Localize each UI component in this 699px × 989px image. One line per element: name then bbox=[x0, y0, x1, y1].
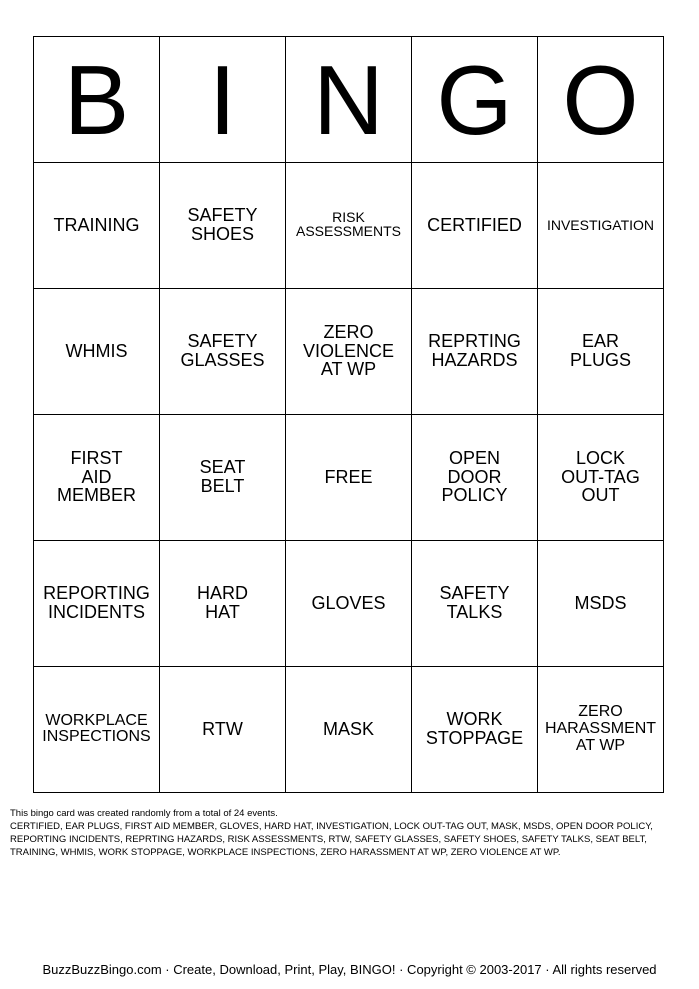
free-cell bbox=[286, 415, 412, 541]
bingo-card bbox=[33, 36, 664, 793]
cell-label: ZERO VIOLENCE AT WP bbox=[302, 321, 395, 380]
cell-label: SEAT BELT bbox=[199, 457, 246, 496]
bingo-cell bbox=[34, 667, 160, 793]
cell-label: WORK STOPPAGE bbox=[425, 709, 524, 748]
bingo-cell bbox=[412, 667, 538, 793]
header-letter-i: I bbox=[160, 37, 286, 163]
cell-label: SAFETY TALKS bbox=[439, 583, 510, 622]
cell-label: HARD HAT bbox=[196, 583, 248, 622]
header-row bbox=[34, 37, 664, 163]
cell-label: FREE bbox=[324, 466, 373, 487]
cell-label: GLOVES bbox=[311, 592, 386, 613]
bingo-cell bbox=[34, 541, 160, 667]
bingo-cell bbox=[160, 289, 286, 415]
bingo-cell bbox=[412, 163, 538, 289]
cell-label: OPEN DOOR POLICY bbox=[441, 447, 508, 506]
bingo-cell bbox=[538, 163, 664, 289]
bingo-cell bbox=[160, 541, 286, 667]
bingo-row-2 bbox=[34, 289, 664, 415]
event-footnote bbox=[10, 807, 690, 859]
cell-label: WORKPLACE INSPECTIONS bbox=[42, 711, 151, 746]
cell-label: REPRTING HAZARDS bbox=[428, 331, 521, 370]
cell-label: LOCK OUT-TAG OUT bbox=[561, 447, 640, 506]
footnote-event-list: CERTIFIED, EAR PLUGS, FIRST AID MEMBER, GLOVES, HARD HAT, INVESTIGATION, LOCK OUT-TAG OUT, MASK, MSDS, OPEN DOOR POLICY, REPORTING INCIDENTS, REPRTING HAZARDS, RISK ASSESSMENTS, RTW, SAFETY GLASSES, SAFETY SHOES, SAFETY TALKS, SEAT BELT, TRAINING, WHMIS, WORK STOPPAGE, WORKPLACE INSPECTIONS, ZERO HARASSMENT AT WP, ZERO VIOLENCE AT WP. bbox=[10, 821, 653, 858]
cell-label: MSDS bbox=[574, 592, 627, 613]
cell-label: FIRST AID MEMBER bbox=[56, 447, 136, 506]
header-letter-b: B bbox=[34, 37, 160, 163]
bingo-cell bbox=[538, 541, 664, 667]
cell-label: TRAINING bbox=[53, 214, 140, 235]
footnote-intro: This bingo card was created randomly from a total of 24 events. bbox=[10, 808, 278, 819]
cell-label: MASK bbox=[322, 718, 374, 739]
bingo-row-1 bbox=[34, 163, 664, 289]
cell-label: SAFETY GLASSES bbox=[180, 331, 265, 370]
header-letter-n: N bbox=[286, 37, 412, 163]
cell-label: RTW bbox=[202, 718, 243, 739]
bingo-row-5 bbox=[34, 667, 664, 793]
header-letter-o: O bbox=[538, 37, 664, 163]
cell-label: INVESTIGATION bbox=[546, 216, 655, 233]
bingo-row-4 bbox=[34, 541, 664, 667]
cell-label: RISK ASSESSMENTS bbox=[295, 208, 402, 240]
cell-label: ZERO HARASSMENT AT WP bbox=[544, 703, 657, 754]
bingo-cell bbox=[160, 163, 286, 289]
bingo-cell bbox=[412, 541, 538, 667]
bingo-cell bbox=[160, 667, 286, 793]
bingo-cell bbox=[160, 415, 286, 541]
bingo-cell bbox=[34, 163, 160, 289]
bingo-cell bbox=[412, 415, 538, 541]
cell-label: WHMIS bbox=[65, 340, 128, 361]
bingo-cell bbox=[34, 415, 160, 541]
bingo-cell bbox=[286, 163, 412, 289]
header-letter-g: G bbox=[412, 37, 538, 163]
bingo-cell bbox=[538, 415, 664, 541]
bingo-cell bbox=[34, 289, 160, 415]
bingo-row-3 bbox=[34, 415, 664, 541]
bingo-cell bbox=[538, 667, 664, 793]
site-footer: BuzzBuzzBingo.com · Create, Download, Print, Play, BINGO! · Copyright © 2003-2017 · All rights reserved bbox=[42, 962, 657, 977]
cell-label: EAR PLUGS bbox=[569, 331, 632, 370]
cell-label: SAFETY SHOES bbox=[187, 205, 258, 244]
bingo-cell bbox=[412, 289, 538, 415]
cell-label: CERTIFIED bbox=[427, 214, 522, 235]
cell-label: REPORTING INCIDENTS bbox=[43, 583, 150, 622]
bingo-cell bbox=[286, 667, 412, 793]
bingo-cell bbox=[286, 541, 412, 667]
bingo-cell bbox=[538, 289, 664, 415]
bingo-cell bbox=[286, 289, 412, 415]
